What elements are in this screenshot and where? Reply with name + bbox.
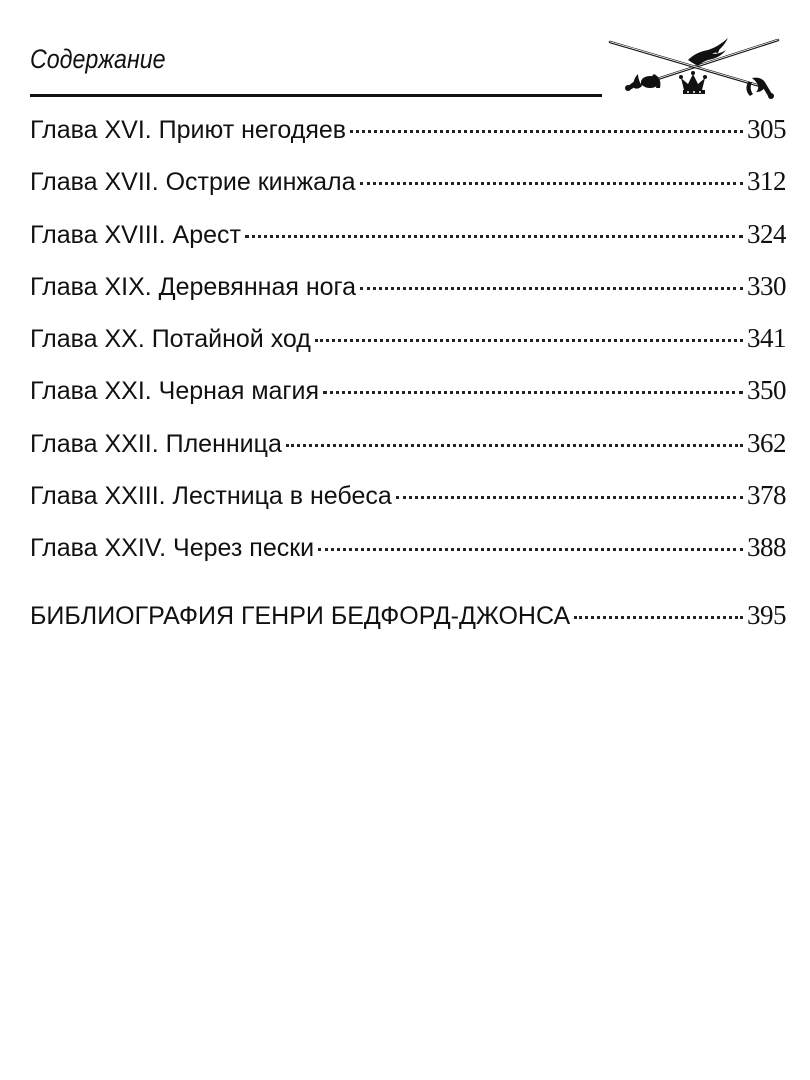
toc-entry[interactable] <box>30 219 786 271</box>
page-header <box>30 30 790 100</box>
toc-entry-title: Глава XIX. Деревянная нога <box>30 272 357 301</box>
toc-entry-page: 378 <box>747 480 786 511</box>
dot-leader <box>286 444 743 447</box>
dot-leader <box>245 235 743 238</box>
page-title: Содержание <box>30 44 166 74</box>
toc-entry-title: Глава XX. Потайной ход <box>30 325 311 354</box>
dot-leader <box>315 339 743 342</box>
toc-entry-page: 341 <box>747 323 786 354</box>
toc-entry[interactable] <box>30 166 786 218</box>
dot-leader <box>360 182 743 185</box>
toc-entry-page: 324 <box>747 218 786 249</box>
toc-entry[interactable] <box>30 375 786 427</box>
dot-leader <box>323 391 743 394</box>
toc-entry-title: Глава XXIII. Лестница в небеса <box>30 482 392 511</box>
toc-entry[interactable] <box>30 114 786 166</box>
header-divider <box>30 94 602 97</box>
toc-entry-page: 388 <box>747 532 786 563</box>
dot-leader <box>574 616 743 619</box>
toc-entry-bibliography[interactable] <box>30 600 786 652</box>
toc-entry[interactable] <box>30 323 786 375</box>
toc-entry-title: Глава XXII. Пленница <box>30 429 282 458</box>
toc-entry-page: 305 <box>747 114 786 144</box>
toc-entry-page: 362 <box>747 427 786 458</box>
dot-leader <box>350 130 743 133</box>
dot-leader <box>318 548 743 551</box>
dot-leader <box>396 496 743 499</box>
toc-entry-title: Глава XVI. Приют негодяев <box>30 116 347 144</box>
toc-entry-title: Глава XXI. Черная магия <box>30 377 320 406</box>
toc-entry[interactable] <box>30 271 786 323</box>
toc-entry-page: 350 <box>747 375 786 406</box>
toc-entry-title: Глава XVIII. Арест <box>30 220 241 249</box>
toc-entry-title: Глава XVII. Острие кинжала <box>30 168 356 197</box>
crossed-swords-crown-eagle-icon <box>602 30 792 102</box>
table-of-contents <box>30 114 786 652</box>
toc-entry-title: Глава XXIV. Через пески <box>30 534 315 563</box>
dot-leader <box>360 287 743 290</box>
toc-entry[interactable] <box>30 532 786 584</box>
toc-entry-title: БИБЛИОГРАФИЯ ГЕНРИ БЕДФОРД-ДЖОНСА <box>30 601 571 630</box>
toc-entry-page: 395 <box>747 599 786 630</box>
toc-entry-page: 330 <box>747 270 786 301</box>
toc-entry[interactable] <box>30 480 786 532</box>
toc-entry[interactable] <box>30 428 786 480</box>
toc-entry-page: 312 <box>747 166 786 197</box>
